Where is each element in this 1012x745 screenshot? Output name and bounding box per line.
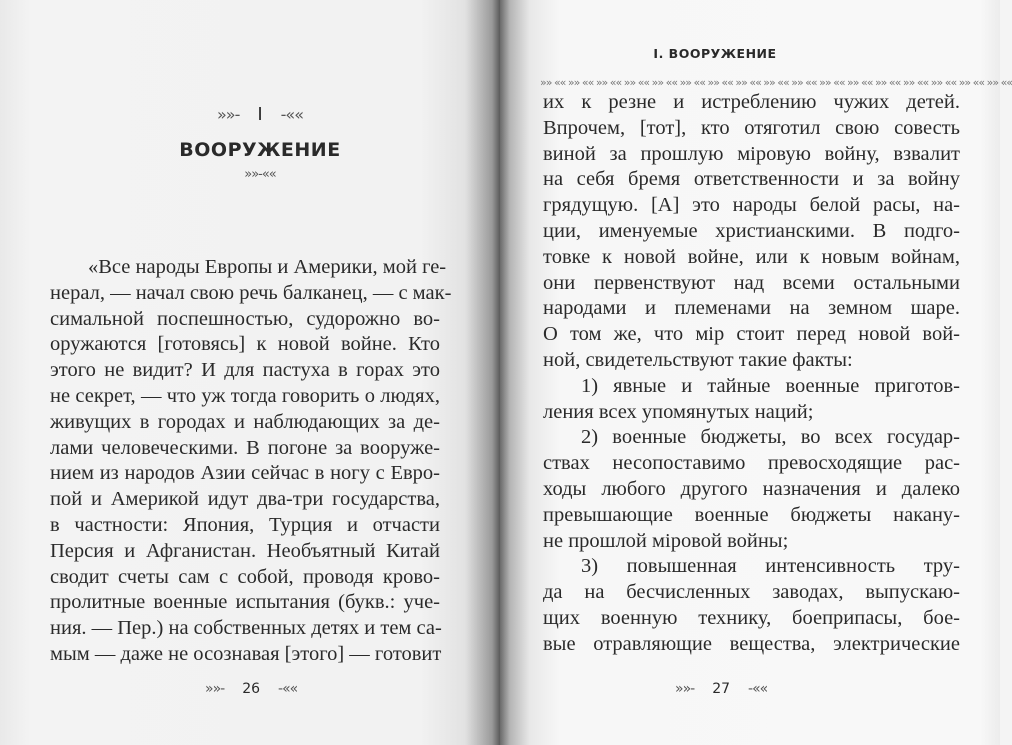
text-line: пролитные военные испытания (букв.: уче- <box>50 591 440 614</box>
right-body-text <box>543 90 960 658</box>
text-line: грядущую. [А] это народы белой расы, на- <box>543 194 960 217</box>
text-line: ствах несопоставимо превосходящие рас- <box>543 452 960 475</box>
page-number-right <box>675 681 767 698</box>
ornament-icon: »»- <box>205 681 225 697</box>
ornament-icon: »»-«« <box>244 167 276 182</box>
text-line: их к резне и истреблению чужих детей. <box>543 91 960 113</box>
text-line: пой и Америкой идут два-три государства, <box>50 488 440 511</box>
text-line: щих военную технику, боеприпасы, бое- <box>543 606 960 629</box>
text-line: в частности: Япония, Турция и отчасти <box>50 513 440 536</box>
chapter-number: I <box>257 104 263 125</box>
text-line: симальной поспешностью, судорожно во- <box>50 307 440 330</box>
ornament-icon: -«« <box>278 681 298 697</box>
text-line: нерал, — начал свою речь балканец, — с мак- <box>50 281 452 304</box>
text-line: живущих в городах и наблюдающих за де- <box>50 410 440 433</box>
ornament-strip-icon: »» «« »» «« »» «« »» «« »» «« »» «« »» «« »» «« »» «« »» «« »» «« »» «« »» «« »» «« »» «« »» «« »» «« <box>540 76 1012 89</box>
text-line: ния. — Пер.) на собственных детях и тем са- <box>50 617 442 640</box>
text-line: нием из народов Азии сейчас в ногу с Евро- <box>50 462 440 485</box>
text-line: лами человеческими. В погоне за вооруже- <box>50 436 440 459</box>
text-line: 3) повышенная интенсивность тру- <box>581 555 960 578</box>
text-line: не прошлой міровой войны; <box>543 529 789 552</box>
text-line: 1) явные и тайные военные приготов- <box>581 374 960 397</box>
ornament-icon: -«« <box>280 105 304 124</box>
text-line: виной за прошлую міровую войну, взвалит <box>543 142 960 165</box>
text-line: превышающие военные бюджеты накану- <box>543 503 960 526</box>
text-line: «Все народы Европы и Америки, мой ге- <box>88 256 447 278</box>
text-line: мым — даже не осознавая [этого] — готовит <box>50 642 442 665</box>
text-line: Впрочем, [тот], кто отяготил свою совесть <box>543 116 960 139</box>
left-page <box>0 0 500 745</box>
chapter-heading <box>0 104 520 182</box>
ornament-icon: -«« <box>748 681 768 697</box>
page-number-left <box>205 681 297 698</box>
page-number: 26 <box>242 681 261 697</box>
text-line: не секрет, — что уж тогда говорить о людях, <box>50 384 440 407</box>
text-line: сводит счеты сам с собой, проводя крово- <box>50 565 440 588</box>
chapter-title: ВООРУЖЕНИЕ <box>179 139 341 161</box>
ornament-icon: »»- <box>675 681 695 697</box>
text-line: этого не видит? И для пастуха в горах это <box>50 359 440 382</box>
text-line: на себя бремя ответственности и за войну <box>543 168 960 191</box>
page-number: 27 <box>712 681 731 697</box>
text-line: ления всех упомянутых наций; <box>543 400 814 423</box>
text-line: ходы любого другого назначения и далеко <box>543 477 960 500</box>
left-body-text <box>50 255 452 668</box>
text-line: народами и племенами на земном шаре. <box>543 297 960 320</box>
text-line: Персия и Афганистан. Необъятный Китай <box>50 539 440 562</box>
right-page <box>500 0 1012 745</box>
text-line: оружаются [готовясь] к новой войне. Кто <box>50 333 440 356</box>
ornament-icon: »»- <box>216 105 240 124</box>
text-line: товке к новой войне, или к новым войнам, <box>543 245 960 268</box>
text-line: ной, свидетельствуют такие факты: <box>543 348 853 371</box>
text-line: ции, именуемые христианскими. В подго- <box>543 219 960 242</box>
text-line: 2) военные бюджеты, во всех государ- <box>581 426 960 449</box>
text-line: они первенствуют над всеми остальными <box>543 271 960 294</box>
text-line: вые отравляющие вещества, электрические <box>543 632 960 655</box>
text-line: О том же, что мір стоит перед новой вой- <box>543 323 960 346</box>
running-head: I. ВООРУЖЕНИЕ <box>653 46 777 61</box>
text-line: да на бесчисленных заводах, выпускаю- <box>543 581 960 604</box>
